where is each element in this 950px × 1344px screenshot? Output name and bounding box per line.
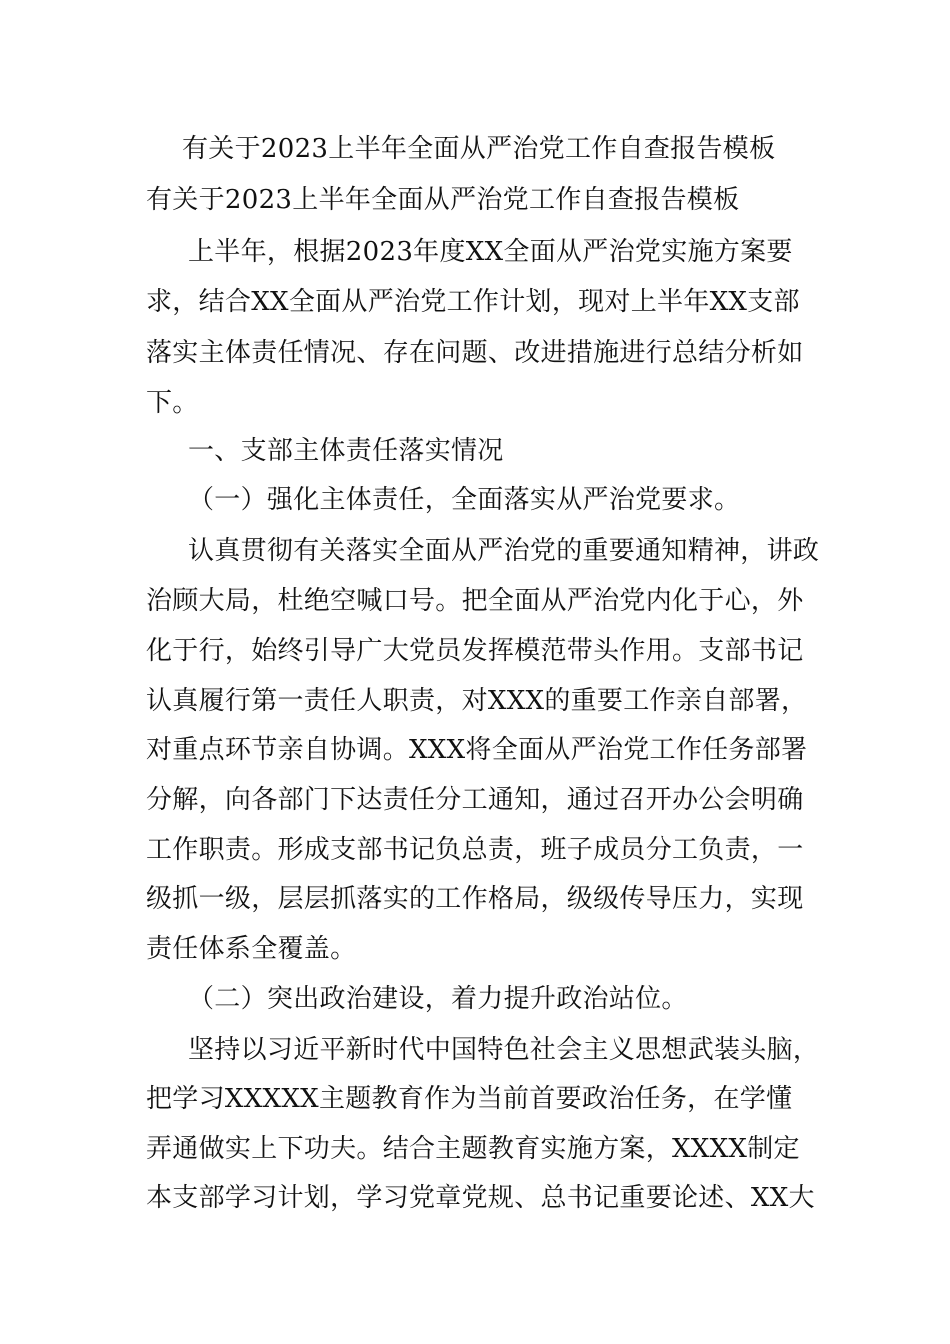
subsection-2-line-2: 把学习XXXXX主题教育作为当前首要政治任务，在学懂 — [146, 1084, 793, 1114]
subsection-1-heading: （一）强化主体责任，全面落实从严治党要求。 — [188, 485, 741, 515]
intro-line-3: 落实主体责任情况、存在问题、改进措施进行总结分析如 — [146, 338, 804, 368]
subsection-1-line-2: 治顾大局，杜绝空喊口号。把全面从严治党内化于心，外 — [146, 586, 804, 616]
subsection-1-line-8: 级抓一级，层层抓落实的工作格局，级级传导压力，实现 — [146, 884, 804, 914]
intro-line-2: 求，结合XX全面从严治党工作计划，现对上半年XX支部 — [146, 287, 800, 317]
subsection-2-line-1: 坚持以习近平新时代中国特色社会主义思想武装头脑， — [188, 1035, 820, 1065]
subsection-2-line-3: 弄通做实上下功夫。结合主题教育实施方案，XXXX制定 — [146, 1134, 800, 1164]
subsection-1-line-9: 责任体系全覆盖。 — [146, 934, 357, 964]
intro-line-4: 下。 — [146, 388, 199, 418]
subsection-1-line-3: 化于行，始终引导广大党员发挥模范带头作用。支部书记 — [146, 636, 804, 666]
subsection-2-heading: （二）突出政治建设，着力提升政治站位。 — [188, 984, 688, 1014]
document-title-line-2: 有关于2023上半年全面从严治党工作自查报告模板 — [146, 185, 740, 215]
subsection-1-line-7: 工作职责。形成支部书记负总责，班子成员分工负责，一 — [146, 835, 804, 865]
subsection-2-line-4: 本支部学习计划，学习党章党规、总书记重要论述、XX大 — [146, 1183, 815, 1213]
document-title-line-1: 有关于2023上半年全面从严治党工作自查报告模板 — [182, 134, 776, 164]
subsection-1-line-4: 认真履行第一责任人职责，对XXX的重要工作亲自部署， — [146, 686, 808, 716]
intro-line-1: 上半年，根据2023年度XX全面从严治党实施方案要 — [188, 237, 793, 267]
subsection-1-line-6: 分解，向各部门下达责任分工通知，通过召开办公会明确 — [146, 785, 804, 815]
section-1-heading: 一、支部主体责任落实情况 — [188, 436, 504, 466]
subsection-1-line-1: 认真贯彻有关落实全面从严治党的重要通知精神，讲政 — [188, 536, 820, 566]
subsection-1-line-5: 对重点环节亲自协调。XXX将全面从严治党工作任务部署 — [146, 735, 808, 765]
